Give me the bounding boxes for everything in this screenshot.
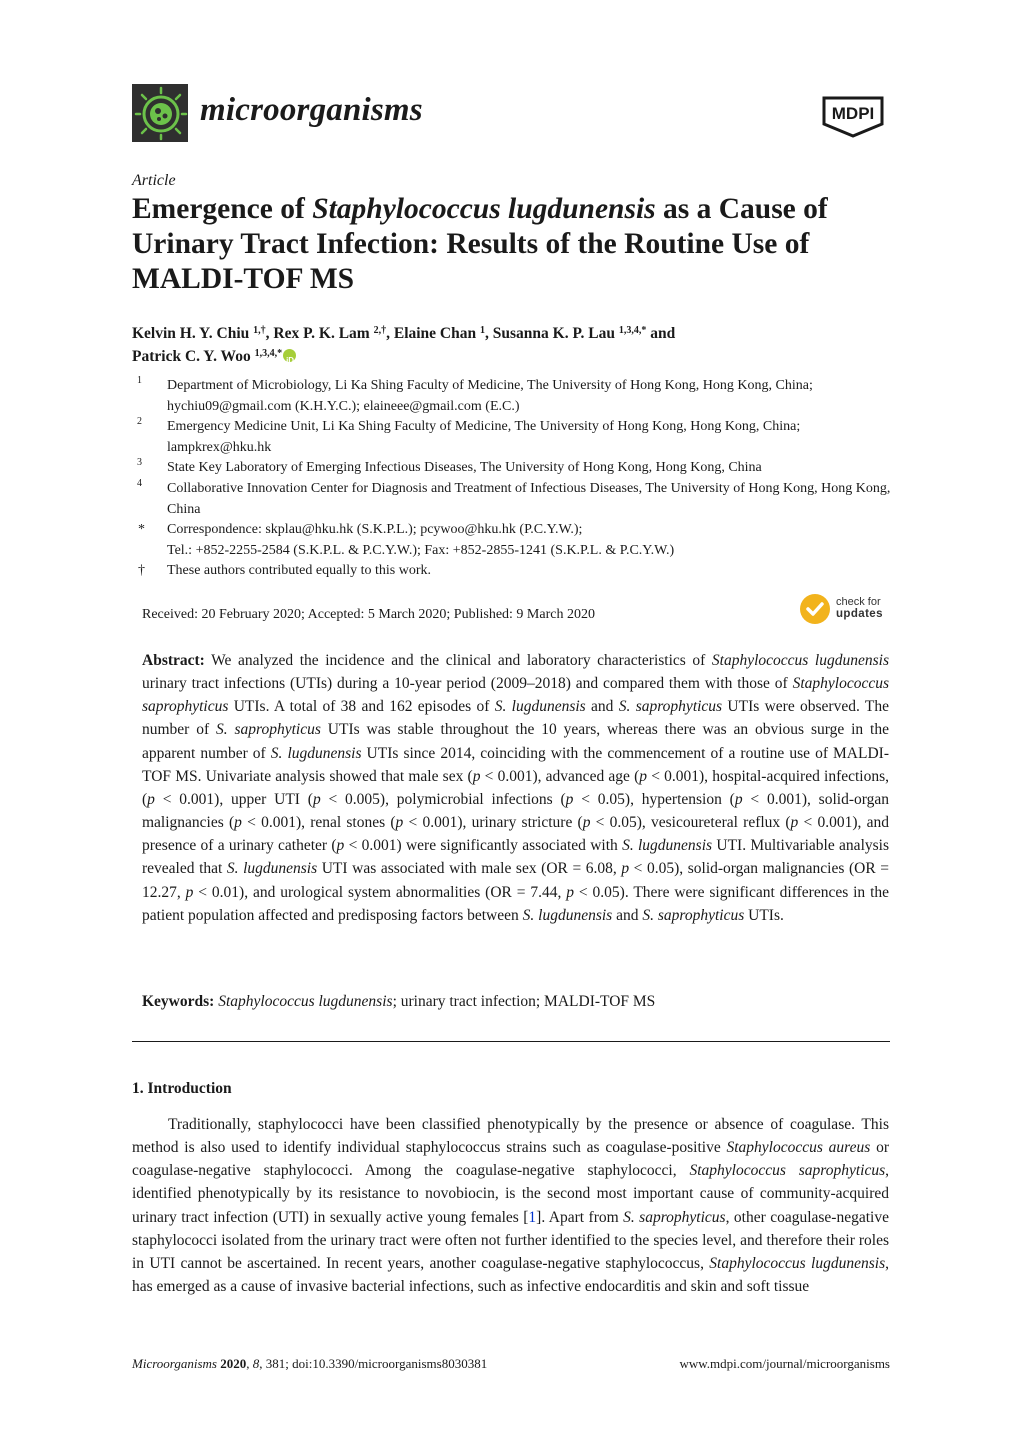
abstract-text: < 0.01), and urological system abnormalities (OR = 7.44, bbox=[193, 883, 567, 901]
abstract-text: UTIs since 2014, coinciding with the commencement of a routine use of MALDI-TOF MS. Univariate analysis showed that male sex ( bbox=[142, 744, 889, 785]
check-updates-line1: check for bbox=[836, 596, 881, 608]
abstract-text: urinary tract infections (UTIs) during a 10-year period (2009–2018) and compared them with those of bbox=[142, 675, 793, 693]
orcid-icon[interactable]: iD bbox=[283, 349, 296, 362]
abstract-species: Staphylococcus lugdunensis bbox=[711, 652, 889, 669]
affiliation-text: Emergency Medicine Unit, Li Ka Shing Faculty of Medicine, The University of Hong Kong, Hong Kong, China; lampkrex@hku.hk bbox=[167, 419, 801, 455]
abstract-text: < 0.001), renal stones ( bbox=[241, 814, 396, 832]
abstract-text: < 0.005), polymicrobial infections ( bbox=[320, 790, 566, 808]
article-type: Article bbox=[132, 172, 176, 189]
p-value-symbol: p bbox=[639, 767, 647, 785]
author-affil: 1,† bbox=[253, 325, 266, 336]
abstract-species: S. saprophyticus bbox=[642, 906, 745, 924]
abstract-label: Abstract: bbox=[142, 652, 205, 669]
mdpi-logo-text: MDPI bbox=[831, 104, 875, 123]
equal-contribution-note bbox=[132, 561, 892, 582]
title-italic: Staphylococcus lugdunensis bbox=[312, 193, 656, 225]
p-value-symbol: p bbox=[336, 837, 345, 855]
abstract-text: < 0.001), and presence of a urinary catheter ( bbox=[142, 814, 889, 855]
footer-doi: , 381; doi:10.3390/microorganisms8030381 bbox=[259, 1356, 488, 1371]
abstract-text: < 0.05), vesicoureteral reflux ( bbox=[590, 814, 791, 832]
abstract-text: UTIs. A total of 38 and 162 episodes of bbox=[228, 698, 495, 716]
affiliation-item bbox=[132, 458, 892, 479]
affiliation-mark: 4 bbox=[137, 477, 142, 489]
intro-text: Traditionally, staphylococci have been classified phenotypically by the presence or absence of coagulase. This method is also used to identify individual staphylococcus strains such as coagulase-positive bbox=[132, 1116, 889, 1157]
p-value-symbol: p bbox=[147, 790, 155, 808]
affiliation-text: State Key Laboratory of Emerging Infectious Diseases, The University of Hong Kong, Hong Kong, China bbox=[167, 460, 762, 476]
abstract-text: UTI. Multivariable analysis revealed that bbox=[142, 837, 889, 878]
author-name: , Susanna K. P. Lau bbox=[485, 325, 619, 342]
abstract-text: < 0.001), urinary stricture ( bbox=[403, 814, 583, 832]
footer-volume: 8 bbox=[252, 1356, 260, 1371]
abstract-text: < 0.05), solid-organ malignancies (OR = 12.27, bbox=[142, 860, 889, 901]
article-title bbox=[132, 192, 892, 297]
abstract-text: < 0.001), upper UTI ( bbox=[154, 790, 313, 808]
p-value-symbol: p bbox=[395, 814, 404, 832]
p-value-symbol: p bbox=[565, 790, 574, 808]
footer-year: 2020 bbox=[220, 1356, 247, 1371]
publication-dates: Received: 20 February 2020; Accepted: 5 March 2020; Published: 9 March 2020 bbox=[142, 607, 595, 622]
keyword-species: Staphylococcus lugdunensis bbox=[218, 993, 393, 1010]
author-affil: 1,3,4,* bbox=[254, 348, 283, 359]
abstract-species: S. saprophyticus bbox=[618, 698, 723, 716]
intro-species: Staphylococcus saprophyticus bbox=[689, 1162, 886, 1180]
check-updates-line2: updates bbox=[836, 608, 883, 620]
author-name: , Rex P. K. Lam bbox=[265, 325, 374, 342]
affiliation-mark: 2 bbox=[137, 416, 142, 428]
affiliations bbox=[132, 376, 892, 582]
abstract-text: < 0.001), hospital-acquired infections, ( bbox=[142, 767, 890, 808]
intro-paragraph bbox=[132, 1113, 889, 1298]
title-part: as a Cause of Urinary Tract Infection: Results of the Routine Use of MALDI-TOF MS bbox=[132, 193, 828, 295]
p-value-symbol: p bbox=[185, 883, 194, 901]
intro-text: , identified phenotypically by its resistance to novobiocin, is the second most important cause of community-acquired urinary tract infection (UTI) in sexually active young females [ bbox=[132, 1162, 890, 1226]
author-list bbox=[132, 322, 892, 368]
author-and: and bbox=[646, 325, 676, 342]
check-updates-text bbox=[836, 596, 883, 620]
p-value-symbol: p bbox=[790, 814, 799, 832]
affiliation-item bbox=[132, 417, 892, 458]
keywords-label: Keywords: bbox=[142, 993, 215, 1010]
affiliation-text: These authors contributed equally to this work. bbox=[167, 563, 431, 579]
journal-name: microorganisms bbox=[200, 92, 423, 128]
abstract-text: We analyzed the incidence and the clinical and laboratory characteristics of bbox=[204, 652, 712, 669]
abstract-text: and bbox=[585, 698, 619, 716]
abstract-species: S. lugdunensis bbox=[226, 860, 318, 878]
p-value-symbol: p bbox=[312, 790, 321, 808]
abstract-species: S. lugdunensis bbox=[522, 906, 613, 924]
intro-text: or coagulase-negative staphylococci. Among the coagulase-negative staphylococci, bbox=[132, 1139, 889, 1180]
check-for-updates-button[interactable] bbox=[800, 592, 900, 628]
affiliation-text: Collaborative Innovation Center for Diagnosis and Treatment of Infectious Diseases, The University of Hong Kong, Hong Kong, China bbox=[167, 480, 891, 517]
section-heading: 1. Introduction bbox=[132, 1080, 232, 1097]
check-icon bbox=[800, 594, 830, 624]
affiliation-mark: 1 bbox=[137, 375, 142, 386]
affiliation-mark: 3 bbox=[137, 457, 142, 469]
correspondence bbox=[132, 520, 892, 561]
abstract-text: UTI was associated with male sex (OR = 6.08, bbox=[317, 860, 622, 878]
author-affil: 1,3,4,* bbox=[618, 325, 647, 336]
contact-line: Tel.: +852-2255-2584 (S.K.P.L. & P.C.Y.W.); Fax: +852-2855-1241 (S.K.P.L. & P.C.Y.W.) bbox=[167, 542, 675, 558]
affiliation-item bbox=[132, 479, 892, 520]
abstract bbox=[142, 649, 889, 927]
intro-text: ]. Apart from bbox=[536, 1208, 624, 1226]
abstract-text: < 0.05). There were significant differences in the patient population affected and predisposing factors between bbox=[142, 883, 890, 924]
footer-url[interactable]: www.mdpi.com/journal/microorganisms bbox=[679, 1356, 890, 1371]
abstract-species: Staphylococcus saprophyticus bbox=[142, 675, 889, 716]
intro-text: , has emerged as a cause of invasive bacterial infections, such as infective endocarditis and skin and soft tissue bbox=[132, 1254, 889, 1296]
citation-link[interactable]: 1 bbox=[528, 1208, 537, 1226]
intro-text: , other coagulase-negative staphylococci isolated from the urinary tract were often not further identified to the species level, and therefore their roles in UTI cannot be ascertained. In recent years, another coagulase-negative staphylococcus, bbox=[132, 1208, 889, 1272]
abstract-text: and bbox=[612, 906, 643, 924]
keywords bbox=[142, 993, 889, 1011]
affiliation-mark: * bbox=[138, 522, 145, 538]
intro-species: S. saprophyticus bbox=[623, 1208, 726, 1226]
journal-logo-icon bbox=[132, 84, 188, 142]
intro-species: Staphylococcus aureus bbox=[726, 1139, 871, 1157]
affiliation-item bbox=[132, 376, 892, 417]
abstract-species: S. lugdunensis bbox=[622, 837, 713, 855]
section-divider bbox=[132, 1041, 890, 1042]
abstract-text: < 0.001) were significantly associated with bbox=[344, 837, 623, 855]
p-value-symbol: p bbox=[582, 814, 591, 832]
abstract-text: < 0.001), solid-organ malignancies ( bbox=[142, 790, 889, 832]
p-value-symbol: p bbox=[621, 860, 630, 878]
abstract-text: < 0.001), advanced age ( bbox=[480, 767, 640, 785]
author-name: Patrick C. Y. Woo bbox=[132, 348, 255, 365]
footer-citation: Microorganisms 2020, 8, 381; doi:10.3390/microorganisms8030381 bbox=[132, 1356, 488, 1371]
p-value-symbol: p bbox=[734, 790, 743, 808]
abstract-text: UTIs was stable throughout the 10 years, whereas there was an obvious surge in the apparent number of bbox=[142, 721, 889, 762]
author-name: , Elaine Chan bbox=[386, 325, 480, 342]
mdpi-logo bbox=[818, 94, 888, 138]
abstract-species: S. lugdunensis bbox=[494, 698, 586, 716]
author-affil: 2,† bbox=[373, 325, 387, 336]
abstract-text: UTIs were observed. The number of bbox=[142, 698, 889, 739]
affiliation-mark: † bbox=[138, 563, 145, 579]
abstract-text: < 0.05), hypertension ( bbox=[573, 790, 735, 808]
abstract-species: S. lugdunensis bbox=[270, 744, 362, 762]
correspondence-line: Correspondence: skplau@hku.hk (S.K.P.L.); pcywoo@hku.hk (P.C.Y.W.); bbox=[167, 522, 583, 538]
p-value-symbol: p bbox=[472, 767, 481, 785]
title-part: Emergence of bbox=[132, 193, 313, 225]
abstract-text: UTIs. bbox=[744, 906, 784, 924]
keywords-text: ; urinary tract infection; MALDI-TOF MS bbox=[392, 993, 656, 1010]
footer-journal: Microorganisms bbox=[132, 1356, 217, 1371]
abstract-species: S. saprophyticus bbox=[216, 721, 321, 739]
p-value-symbol: p bbox=[566, 883, 575, 901]
p-value-symbol: p bbox=[234, 814, 242, 832]
author-name: Kelvin H. Y. Chiu bbox=[132, 325, 254, 342]
affiliation-text: Department of Microbiology, Li Ka Shing Faculty of Medicine, The University of Hong Kong, Hong Kong, China; hychiu09@gmail.com (K.H.Y.C.); elaineee@gmail.com (E.C.) bbox=[167, 378, 813, 414]
intro-species: Staphylococcus lugdunensis bbox=[709, 1254, 886, 1272]
author-affil: 1 bbox=[480, 325, 485, 336]
